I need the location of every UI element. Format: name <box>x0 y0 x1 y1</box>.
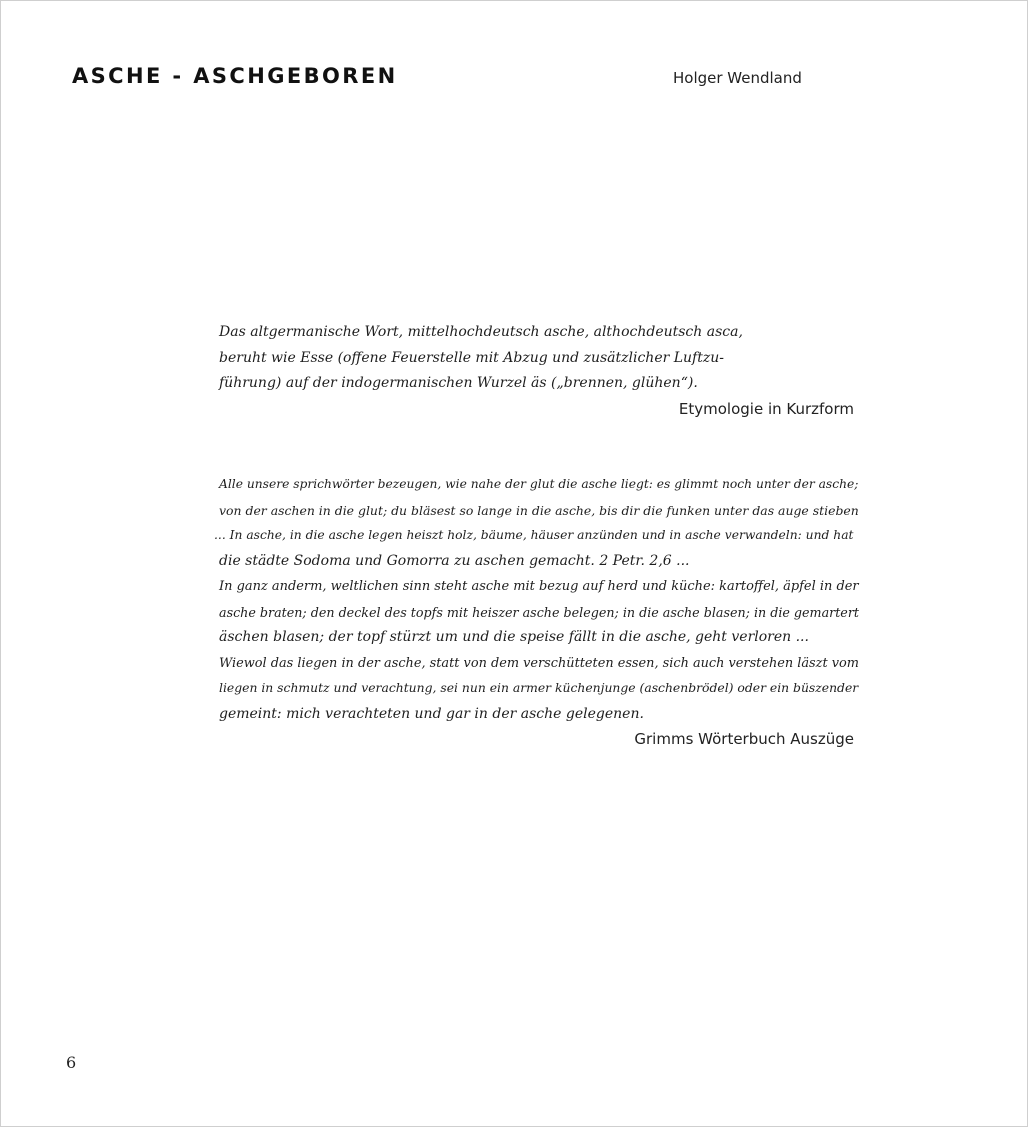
quote-block-grimm <box>214 472 859 752</box>
author-name: Holger Wendland <box>673 69 802 87</box>
quote-source: Etymologie in Kurzform <box>678 399 854 418</box>
page-title: ASCHE - ASCHGEBOREN <box>72 64 398 88</box>
quote-line: gemeint: mich verachteten und gar in der asche gelegenen. <box>219 705 644 722</box>
quote-line: Das altgermanische Wort, mittelhochdeutsch asche, althochdeutsch asca, <box>219 324 743 340</box>
quote-line: Wiewol das liegen in der asche, statt von dem verschütteten essen, sich auch verstehen läszt vom <box>219 655 859 671</box>
quote-line: äschen blasen; der topf stürzt um und die speise fällt in die asche, geht verloren ... <box>219 629 809 645</box>
quote-line: ... In asche, in die asche legen heiszt holz, bäume, häuser anzünden und in asche verwandeln: und hat <box>214 528 854 542</box>
quote-line: führung) auf der indogermanischen Wurzel äs („brennen, glühen“). <box>219 375 698 391</box>
quote-line: liegen in schmutz und verachtung, sei nun ein armer küchenjunge (aschenbrödel) oder ein büszender <box>219 681 859 695</box>
quote-line: die städte Sodoma und Gomorra zu aschen gemacht. 2 Petr. 2,6 ... <box>219 552 690 569</box>
quote-block-etymology <box>219 320 859 422</box>
quote-line: asche braten; den deckel des topfs mit heiszer asche belegen; in die asche blasen; in die gemartert <box>219 604 859 620</box>
quote-line: Alle unsere sprichwörter bezeugen, wie nahe der glut die asche liegt: es glimmt noch unter der asche; <box>219 477 859 491</box>
quote-source: Grimms Wörterbuch Auszüge <box>634 730 854 748</box>
quote-line: beruht wie Esse (offene Feuerstelle mit Abzug und zusätzlicher Luftzu- <box>219 349 724 366</box>
quote-line: In ganz anderm, weltlichen sinn steht asche mit bezug auf herd und küche: kartoffel, äpfel in der <box>219 579 859 594</box>
page-number: 6 <box>66 1053 77 1072</box>
quote-line: von der aschen in die glut; du bläsest so lange in die asche, bis dir die funken unter das auge stieben <box>219 502 859 518</box>
